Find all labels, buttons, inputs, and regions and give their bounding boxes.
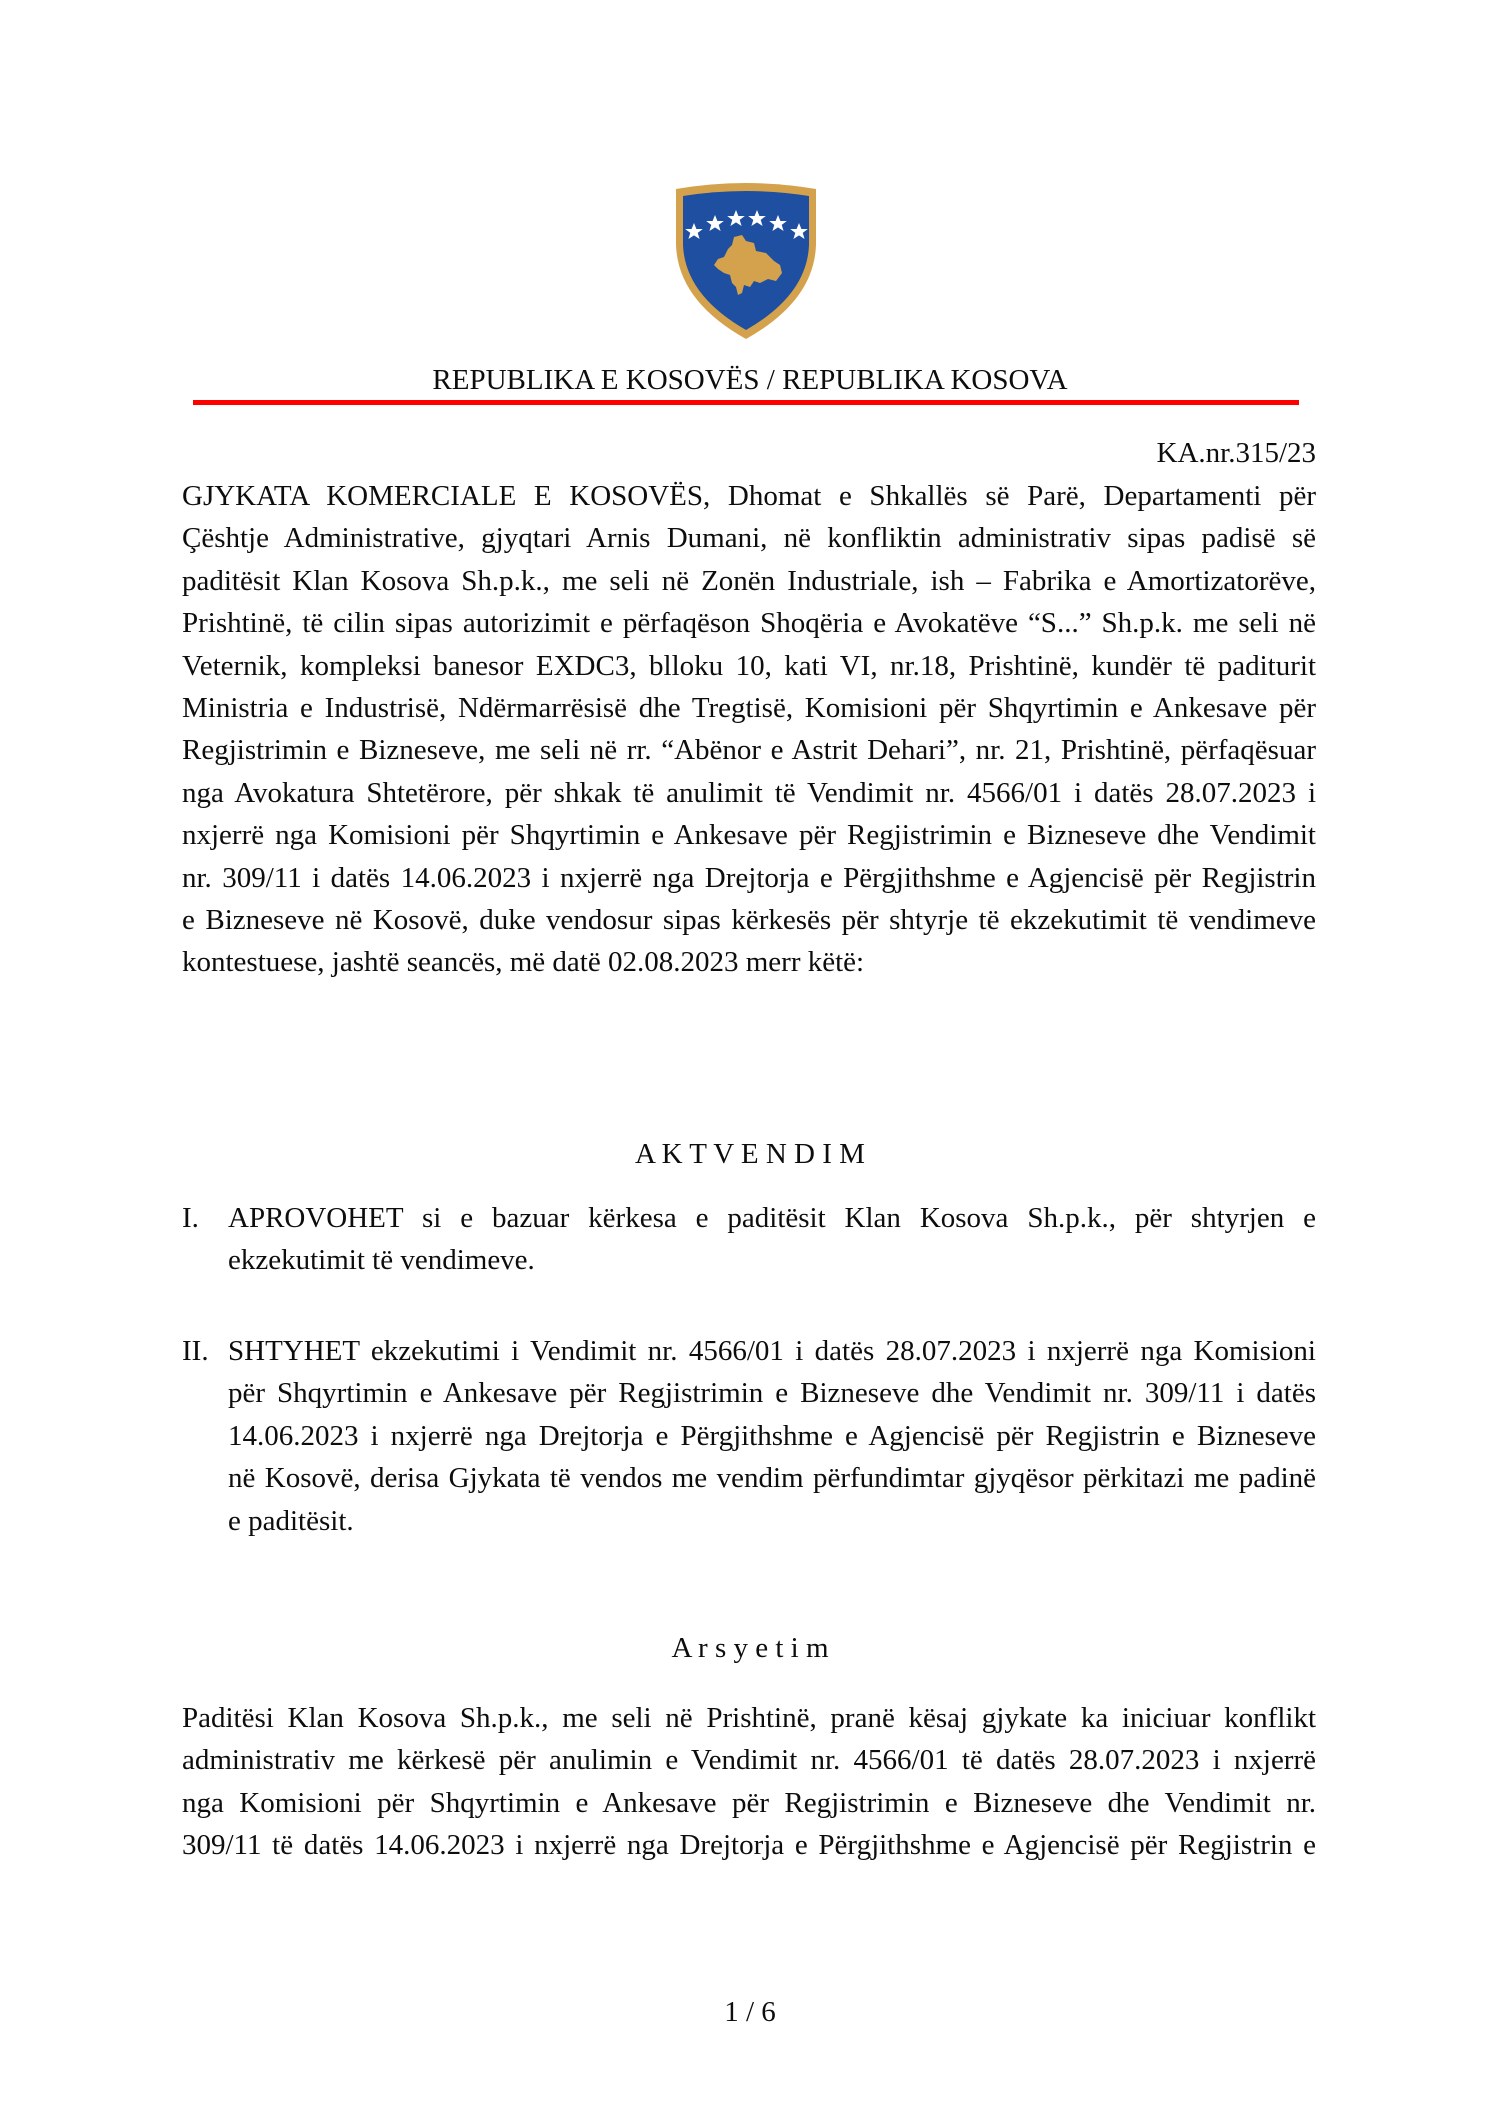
text-line: nr. 309/11 i datës 14.06.2023 i nxjerrë nga Drejtorja e Përgjithshme e Agjencisë për Regjistrin — [182, 861, 1316, 894]
header-red-rule — [193, 400, 1299, 405]
text-line: e Bizneseve në Kosovë, duke vendosur sipas kërkesës për shtyrje të ekzekutimit të vendimeve — [182, 903, 1316, 936]
page-number: 1 / 6 — [724, 1996, 776, 2028]
text-line: për Shqyrtimin e Ankesave për Regjistrimin e Bizneseve dhe Vendimit nr. 309/11 i datës — [228, 1377, 1316, 1410]
text-line: e paditësit. — [228, 1504, 354, 1537]
text-line: APROVOHET si e bazuar kërkesa e paditësit Klan Kosova Sh.p.k., për shtyrjen e — [228, 1202, 1316, 1234]
text-line: GJYKATA KOMERCIALE E KOSOVËS, Dhomat e Shkallës së Parë, Departamenti për — [182, 480, 1316, 512]
text-line: Veternik, kompleksi banesor EXDC3, blloku 10, kati VI, nr.18, Prishtinë, kundër të paditurit — [182, 649, 1316, 682]
text-line: Çështje Administrative, gjyqtari Arnis Dumani, në konfliktin administrativ sipas padisë së — [182, 522, 1316, 555]
coat-of-arms-icon — [674, 183, 818, 341]
text-line: kontestuese, jashtë seancës, më datë 02.08.2023 merr këtë: — [182, 946, 865, 979]
text-line: nga Avokatura Shtetërore, për shkak të anulimit të Vendimit nr. 4566/01 i datës 28.07.2023 i — [182, 776, 1316, 809]
reasoning-paragraph — [182, 1697, 1316, 1867]
text-line: nxjerrë nga Komisioni për Shqyrtimin e Ankesave për Regjistrimin e Bizneseve dhe Vendimit — [182, 819, 1316, 852]
text-line: SHTYHET ekzekutimi i Vendimit nr. 4566/01 i datës 28.07.2023 i nxjerrë nga Komisioni — [228, 1335, 1316, 1367]
reasoning-heading: A r s y e t i m — [671, 1632, 829, 1664]
text-line: Prishtinë, të cilin sipas autorizimit e përfaqëson Shoqëria e Avokatëve “S...” Sh.p.k. me seli në — [182, 607, 1316, 640]
text-line: Ministria e Industrisë, Ndërmarrësisë dhe Tregtisë, Komisioni për Shqyrtimin e Ankesave për — [182, 691, 1316, 724]
list-marker: II. — [182, 1335, 209, 1367]
text-line: paditësit Klan Kosova Sh.p.k., me seli në Zonën Industriale, ish – Fabrika e Amortizatorëve, — [182, 564, 1316, 597]
text-line: Regjistrimin e Bizneseve, me seli në rr. “Abënor e Astrit Dehari”, nr. 21, Prishtinë, përfaqësuar — [182, 734, 1316, 767]
intro-paragraph — [182, 475, 1316, 984]
text-line: administrativ me kërkesë për anulimin e Vendimit nr. 4566/01 të datës 28.07.2023 i nxjerrë — [182, 1744, 1316, 1777]
republic-header: REPUBLIKA E KOSOVËS / REPUBLIKA KOSOVA — [432, 364, 1068, 396]
text-line: 309/11 të datës 14.06.2023 i nxjerrë nga Drejtorja e Përgjithshme e Agjencisë për Regjistrin e — [182, 1829, 1316, 1862]
list-marker: I. — [182, 1202, 199, 1234]
text-line: ekzekutimit të vendimeve. — [228, 1244, 535, 1277]
case-number: KA.nr.315/23 — [1156, 437, 1316, 469]
text-line: Paditësi Klan Kosova Sh.p.k., me seli në Prishtinë, pranë kësaj gjykate ka iniciuar konflikt — [182, 1702, 1316, 1734]
ruling-heading: A K T V E N D I M — [635, 1138, 865, 1170]
text-line: në Kosovë, derisa Gjykata të vendos me vendim përfundimtar gjyqësor përkitazi me padinë — [228, 1462, 1316, 1495]
text-line: nga Komisioni për Shqyrtimin e Ankesave për Regjistrimin e Bizneseve dhe Vendimit nr. — [182, 1786, 1316, 1819]
text-line: 14.06.2023 i nxjerrë nga Drejtorja e Përgjithshme e Agjencisë për Regjistrin e Bizneseve — [228, 1419, 1316, 1452]
